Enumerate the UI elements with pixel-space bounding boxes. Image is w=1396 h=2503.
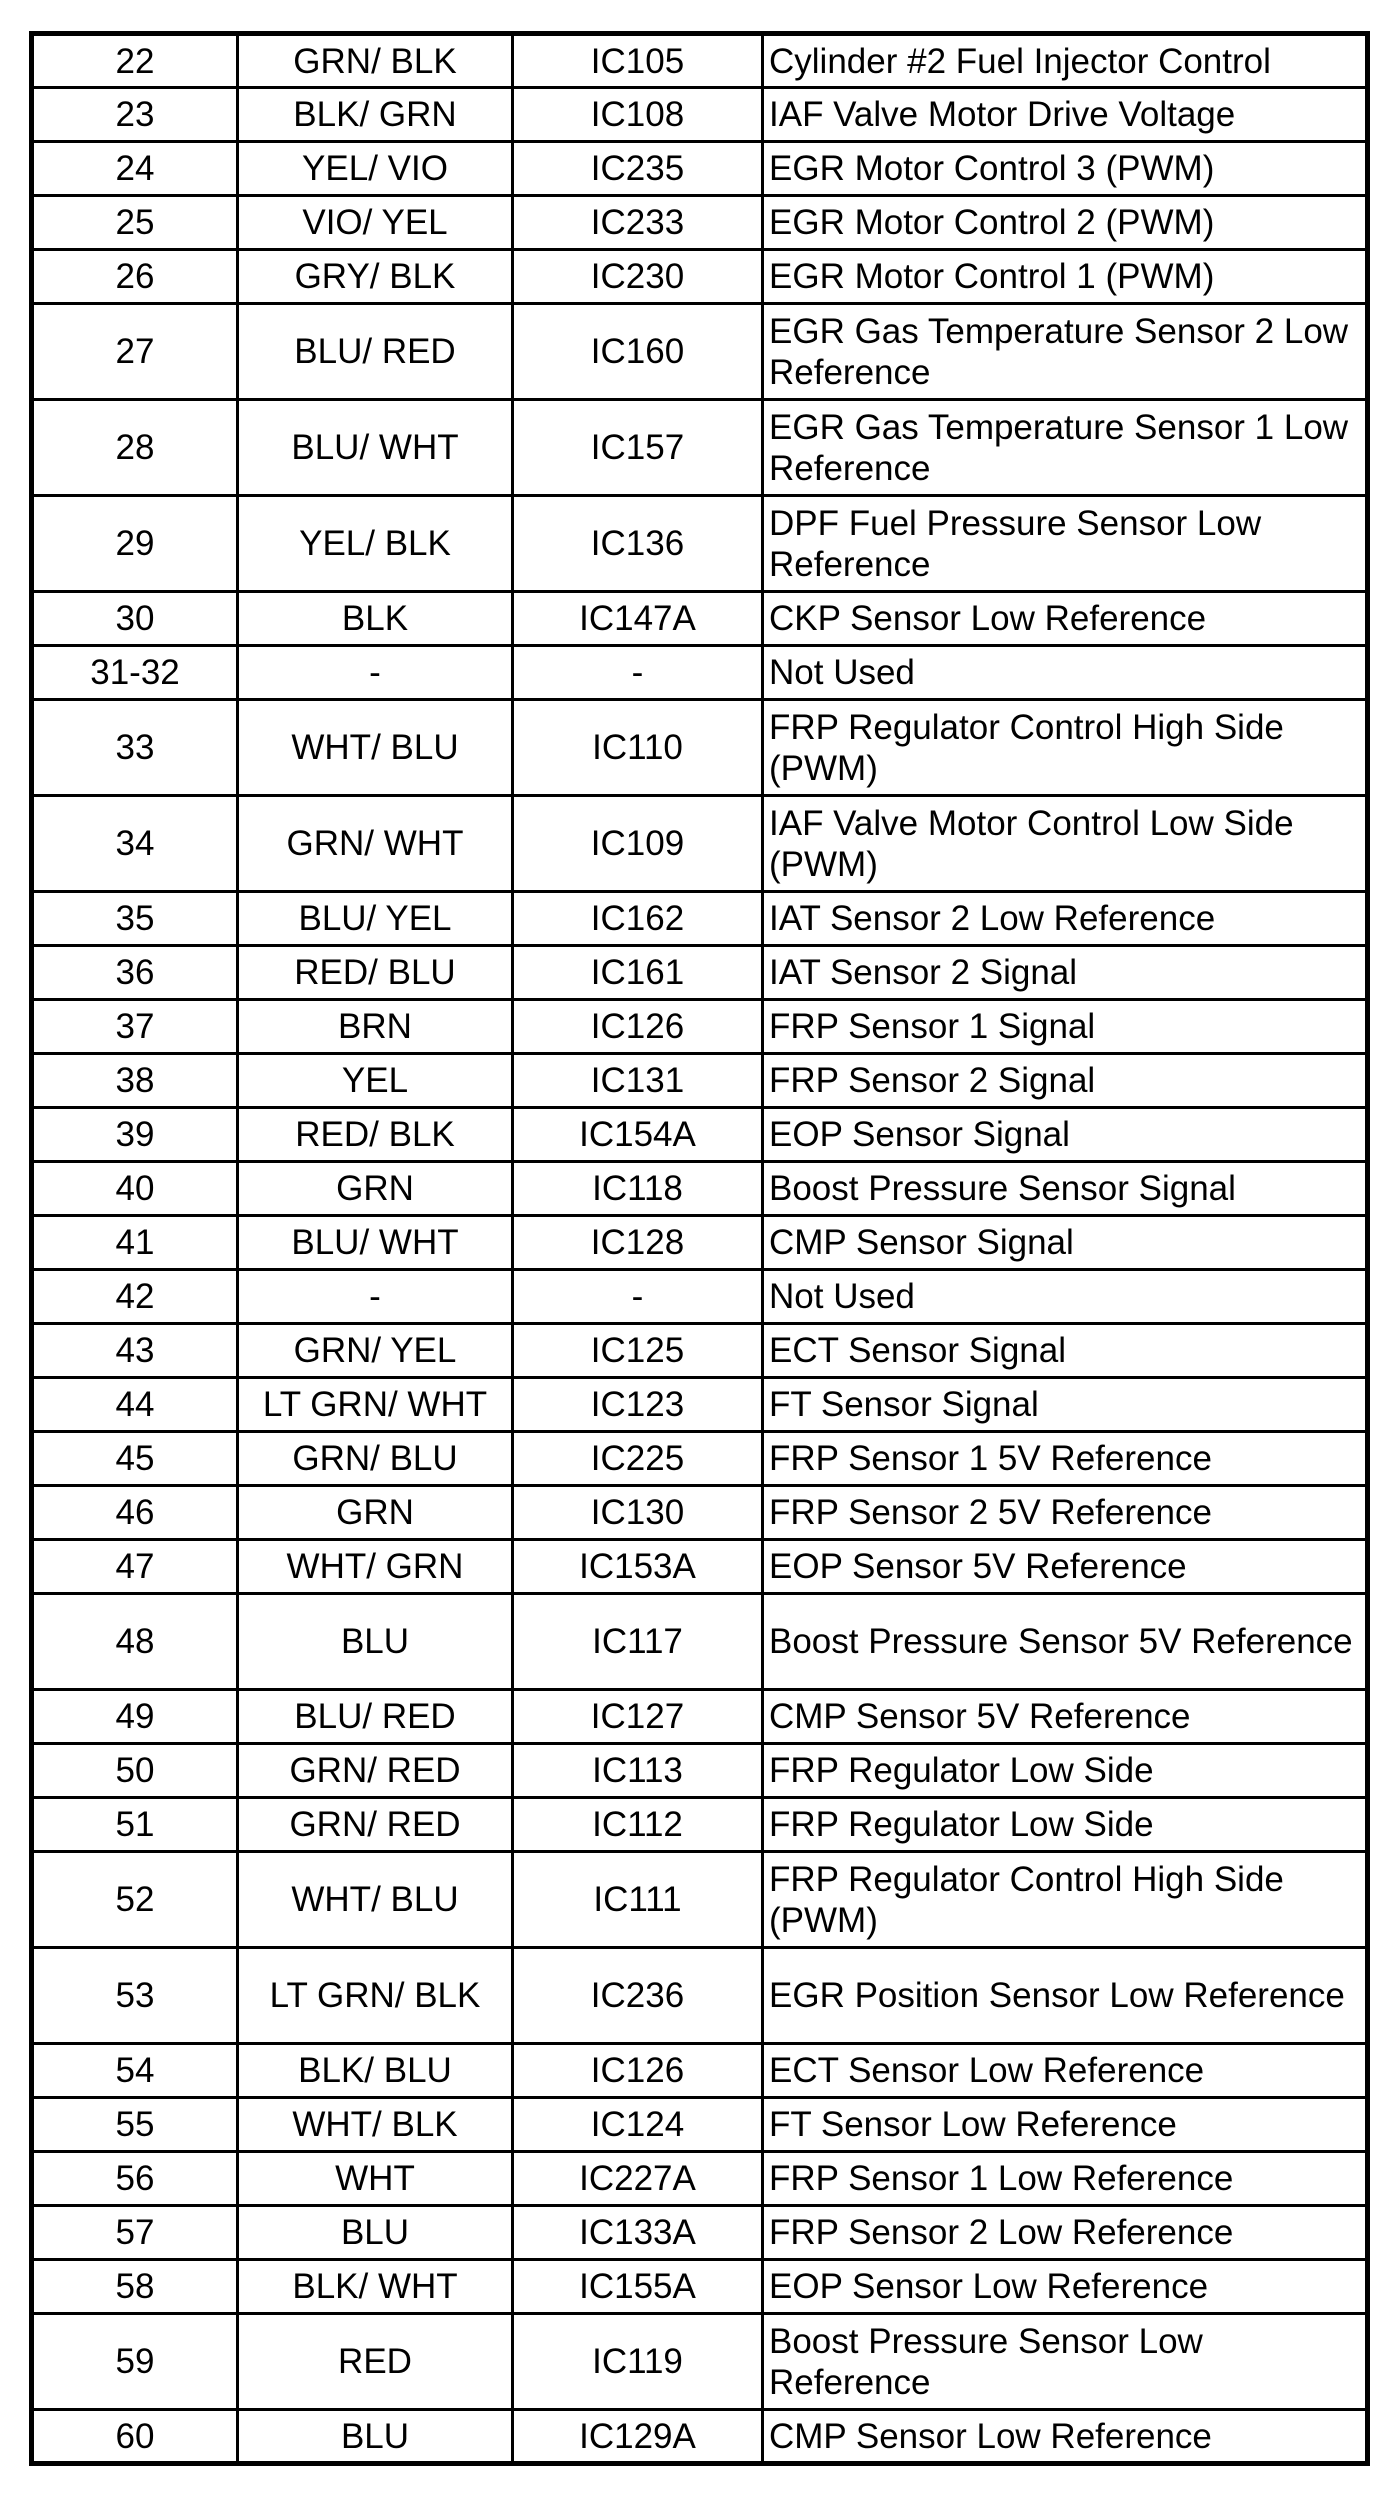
pin-number-cell: 57	[32, 2206, 238, 2260]
circuit-number-cell: IC230	[513, 250, 763, 304]
circuit-number-cell: -	[513, 1270, 763, 1324]
pin-number-cell: 46	[32, 1486, 238, 1540]
circuit-description-cell: EOP Sensor Signal	[763, 1108, 1368, 1162]
wire-color-cell: GRY/ BLK	[238, 250, 513, 304]
circuit-number-cell: IC111	[513, 1852, 763, 1948]
circuit-description-cell: IAT Sensor 2 Low Reference	[763, 892, 1368, 946]
circuit-number-cell: IC233	[513, 196, 763, 250]
table-row	[32, 1690, 1368, 1744]
circuit-number-cell: IC157	[513, 400, 763, 496]
pin-number-cell: 59	[32, 2314, 238, 2410]
pin-number-cell: 30	[32, 592, 238, 646]
wire-color-cell: WHT/ BLU	[238, 700, 513, 796]
pin-number-cell: 55	[32, 2098, 238, 2152]
pin-number-cell: 23	[32, 88, 238, 142]
table-row	[32, 796, 1368, 892]
table-row	[32, 2098, 1368, 2152]
table-row	[32, 1798, 1368, 1852]
wire-color-cell: GRN/ RED	[238, 1744, 513, 1798]
wire-color-cell: WHT/ GRN	[238, 1540, 513, 1594]
wire-color-cell: GRN/ WHT	[238, 796, 513, 892]
table-row	[32, 1054, 1368, 1108]
pin-number-cell: 40	[32, 1162, 238, 1216]
wire-color-cell: LT GRN/ BLK	[238, 1948, 513, 2044]
wire-color-cell: LT GRN/ WHT	[238, 1378, 513, 1432]
pin-number-cell: 28	[32, 400, 238, 496]
wire-color-cell: BLK/ BLU	[238, 2044, 513, 2098]
circuit-number-cell: IC117	[513, 1594, 763, 1690]
wire-color-cell: WHT	[238, 2152, 513, 2206]
wire-color-cell: BLU/ WHT	[238, 1216, 513, 1270]
pin-number-cell: 22	[32, 34, 238, 88]
pin-number-cell: 48	[32, 1594, 238, 1690]
circuit-description-cell: EGR Position Sensor Low Reference	[763, 1948, 1368, 2044]
wire-color-cell: BLU/ WHT	[238, 400, 513, 496]
wire-color-cell: BLU/ RED	[238, 304, 513, 400]
pin-number-cell: 33	[32, 700, 238, 796]
circuit-number-cell: IC155A	[513, 2260, 763, 2314]
circuit-number-cell: IC124	[513, 2098, 763, 2152]
circuit-number-cell: IC113	[513, 1744, 763, 1798]
pin-number-cell: 43	[32, 1324, 238, 1378]
table-row	[32, 88, 1368, 142]
circuit-number-cell: IC110	[513, 700, 763, 796]
wire-color-cell: RED	[238, 2314, 513, 2410]
wire-color-cell: GRN	[238, 1162, 513, 1216]
wire-color-cell: GRN	[238, 1486, 513, 1540]
circuit-description-cell: FRP Regulator Control High Side (PWM)	[763, 1852, 1368, 1948]
circuit-description-cell: EGR Gas Temperature Sensor 1 Low Reference	[763, 400, 1368, 496]
pin-number-cell: 45	[32, 1432, 238, 1486]
table-row	[32, 142, 1368, 196]
circuit-description-cell: IAF Valve Motor Control Low Side (PWM)	[763, 796, 1368, 892]
circuit-number-cell: IC227A	[513, 2152, 763, 2206]
pin-number-cell: 41	[32, 1216, 238, 1270]
circuit-description-cell: CMP Sensor Signal	[763, 1216, 1368, 1270]
circuit-number-cell: IC108	[513, 88, 763, 142]
circuit-number-cell: IC123	[513, 1378, 763, 1432]
wire-color-cell: VIO/ YEL	[238, 196, 513, 250]
table-row	[32, 1594, 1368, 1690]
circuit-description-cell: FRP Sensor 1 Low Reference	[763, 2152, 1368, 2206]
circuit-description-cell: DPF Fuel Pressure Sensor Low Reference	[763, 496, 1368, 592]
table-row	[32, 1852, 1368, 1948]
circuit-description-cell: EGR Motor Control 2 (PWM)	[763, 196, 1368, 250]
circuit-number-cell: IC162	[513, 892, 763, 946]
pin-number-cell: 53	[32, 1948, 238, 2044]
table-row	[32, 1378, 1368, 1432]
table-row	[32, 1162, 1368, 1216]
pin-number-cell: 52	[32, 1852, 238, 1948]
pin-number-cell: 51	[32, 1798, 238, 1852]
table-row	[32, 2044, 1368, 2098]
circuit-number-cell: IC105	[513, 34, 763, 88]
circuit-description-cell: CMP Sensor 5V Reference	[763, 1690, 1368, 1744]
pin-number-cell: 39	[32, 1108, 238, 1162]
pinout-table-body	[32, 34, 1368, 2464]
pin-number-cell: 29	[32, 496, 238, 592]
table-row	[32, 304, 1368, 400]
wire-color-cell: YEL/ BLK	[238, 496, 513, 592]
wire-color-cell: RED/ BLU	[238, 946, 513, 1000]
table-row	[32, 400, 1368, 496]
circuit-number-cell: IC118	[513, 1162, 763, 1216]
circuit-number-cell: IC129A	[513, 2410, 763, 2464]
circuit-description-cell: IAF Valve Motor Drive Voltage	[763, 88, 1368, 142]
table-row	[32, 1744, 1368, 1798]
pin-number-cell: 31-32	[32, 646, 238, 700]
circuit-number-cell: IC130	[513, 1486, 763, 1540]
circuit-description-cell: Cylinder #2 Fuel Injector Control	[763, 34, 1368, 88]
wire-color-cell: GRN/ RED	[238, 1798, 513, 1852]
table-row	[32, 496, 1368, 592]
wire-color-cell: BLK/ GRN	[238, 88, 513, 142]
wire-color-cell: BRN	[238, 1000, 513, 1054]
circuit-description-cell: FRP Sensor 2 5V Reference	[763, 1486, 1368, 1540]
circuit-number-cell: IC225	[513, 1432, 763, 1486]
circuit-description-cell: ECT Sensor Low Reference	[763, 2044, 1368, 2098]
circuit-number-cell: IC119	[513, 2314, 763, 2410]
circuit-number-cell: IC160	[513, 304, 763, 400]
table-row	[32, 1948, 1368, 2044]
pin-number-cell: 35	[32, 892, 238, 946]
table-row	[32, 2260, 1368, 2314]
table-row	[32, 2152, 1368, 2206]
table-row	[32, 646, 1368, 700]
pin-number-cell: 24	[32, 142, 238, 196]
table-row	[32, 700, 1368, 796]
table-row	[32, 34, 1368, 88]
circuit-number-cell: IC161	[513, 946, 763, 1000]
wire-color-cell: BLU/ RED	[238, 1690, 513, 1744]
table-row	[32, 2410, 1368, 2464]
table-row	[32, 1216, 1368, 1270]
pin-number-cell: 54	[32, 2044, 238, 2098]
wire-color-cell: -	[238, 1270, 513, 1324]
circuit-description-cell: Not Used	[763, 646, 1368, 700]
circuit-description-cell: FRP Regulator Low Side	[763, 1744, 1368, 1798]
pinout-table	[29, 31, 1370, 2466]
wire-color-cell: BLU	[238, 2206, 513, 2260]
wire-color-cell: WHT/ BLU	[238, 1852, 513, 1948]
wire-color-cell: GRN/ YEL	[238, 1324, 513, 1378]
circuit-description-cell: CKP Sensor Low Reference	[763, 592, 1368, 646]
pin-number-cell: 56	[32, 2152, 238, 2206]
pin-number-cell: 37	[32, 1000, 238, 1054]
wire-color-cell: RED/ BLK	[238, 1108, 513, 1162]
wire-color-cell: GRN/ BLU	[238, 1432, 513, 1486]
circuit-number-cell: IC153A	[513, 1540, 763, 1594]
table-row	[32, 1324, 1368, 1378]
circuit-description-cell: FRP Sensor 1 5V Reference	[763, 1432, 1368, 1486]
pin-number-cell: 26	[32, 250, 238, 304]
circuit-number-cell: IC128	[513, 1216, 763, 1270]
circuit-description-cell: IAT Sensor 2 Signal	[763, 946, 1368, 1000]
circuit-description-cell: EOP Sensor Low Reference	[763, 2260, 1368, 2314]
pin-number-cell: 47	[32, 1540, 238, 1594]
circuit-number-cell: IC131	[513, 1054, 763, 1108]
pin-number-cell: 44	[32, 1378, 238, 1432]
pin-number-cell: 34	[32, 796, 238, 892]
table-row	[32, 1108, 1368, 1162]
circuit-number-cell: IC112	[513, 1798, 763, 1852]
circuit-number-cell: IC136	[513, 496, 763, 592]
pin-number-cell: 27	[32, 304, 238, 400]
circuit-description-cell: FRP Sensor 2 Low Reference	[763, 2206, 1368, 2260]
pin-number-cell: 60	[32, 2410, 238, 2464]
wire-color-cell: BLU	[238, 2410, 513, 2464]
circuit-description-cell: EOP Sensor 5V Reference	[763, 1540, 1368, 1594]
wire-color-cell: BLK/ WHT	[238, 2260, 513, 2314]
circuit-number-cell: IC109	[513, 796, 763, 892]
circuit-number-cell: IC235	[513, 142, 763, 196]
circuit-description-cell: FRP Regulator Control High Side (PWM)	[763, 700, 1368, 796]
circuit-description-cell: EGR Motor Control 3 (PWM)	[763, 142, 1368, 196]
pin-number-cell: 50	[32, 1744, 238, 1798]
table-row	[32, 892, 1368, 946]
table-row	[32, 592, 1368, 646]
circuit-description-cell: FT Sensor Low Reference	[763, 2098, 1368, 2152]
circuit-number-cell: IC147A	[513, 592, 763, 646]
circuit-number-cell: IC126	[513, 2044, 763, 2098]
wire-color-cell: YEL	[238, 1054, 513, 1108]
circuit-description-cell: FT Sensor Signal	[763, 1378, 1368, 1432]
wire-color-cell: YEL/ VIO	[238, 142, 513, 196]
wire-color-cell: BLU/ YEL	[238, 892, 513, 946]
table-row	[32, 946, 1368, 1000]
pin-number-cell: 25	[32, 196, 238, 250]
table-row	[32, 2314, 1368, 2410]
table-row	[32, 1000, 1368, 1054]
circuit-description-cell: Boost Pressure Sensor 5V Reference	[763, 1594, 1368, 1690]
circuit-description-cell: ECT Sensor Signal	[763, 1324, 1368, 1378]
pin-number-cell: 49	[32, 1690, 238, 1744]
pin-number-cell: 58	[32, 2260, 238, 2314]
circuit-description-cell: Boost Pressure Sensor Signal	[763, 1162, 1368, 1216]
wire-color-cell: BLU	[238, 1594, 513, 1690]
table-row	[32, 196, 1368, 250]
wire-color-cell: WHT/ BLK	[238, 2098, 513, 2152]
table-row	[32, 2206, 1368, 2260]
pin-number-cell: 38	[32, 1054, 238, 1108]
wire-color-cell: BLK	[238, 592, 513, 646]
circuit-description-cell: Not Used	[763, 1270, 1368, 1324]
circuit-description-cell: FRP Sensor 2 Signal	[763, 1054, 1368, 1108]
circuit-description-cell: FRP Sensor 1 Signal	[763, 1000, 1368, 1054]
table-row	[32, 1432, 1368, 1486]
wire-color-cell: GRN/ BLK	[238, 34, 513, 88]
circuit-description-cell: EGR Gas Temperature Sensor 2 Low Reference	[763, 304, 1368, 400]
table-row	[32, 1540, 1368, 1594]
circuit-number-cell: IC133A	[513, 2206, 763, 2260]
circuit-number-cell: IC154A	[513, 1108, 763, 1162]
circuit-description-cell: FRP Regulator Low Side	[763, 1798, 1368, 1852]
circuit-description-cell: EGR Motor Control 1 (PWM)	[763, 250, 1368, 304]
pin-number-cell: 42	[32, 1270, 238, 1324]
table-row	[32, 1486, 1368, 1540]
wire-color-cell: -	[238, 646, 513, 700]
circuit-number-cell: IC127	[513, 1690, 763, 1744]
circuit-description-cell: CMP Sensor Low Reference	[763, 2410, 1368, 2464]
circuit-number-cell: IC125	[513, 1324, 763, 1378]
circuit-number-cell: IC236	[513, 1948, 763, 2044]
pin-number-cell: 36	[32, 946, 238, 1000]
circuit-number-cell: -	[513, 646, 763, 700]
circuit-description-cell: Boost Pressure Sensor Low Reference	[763, 2314, 1368, 2410]
table-row	[32, 1270, 1368, 1324]
circuit-number-cell: IC126	[513, 1000, 763, 1054]
table-row	[32, 250, 1368, 304]
